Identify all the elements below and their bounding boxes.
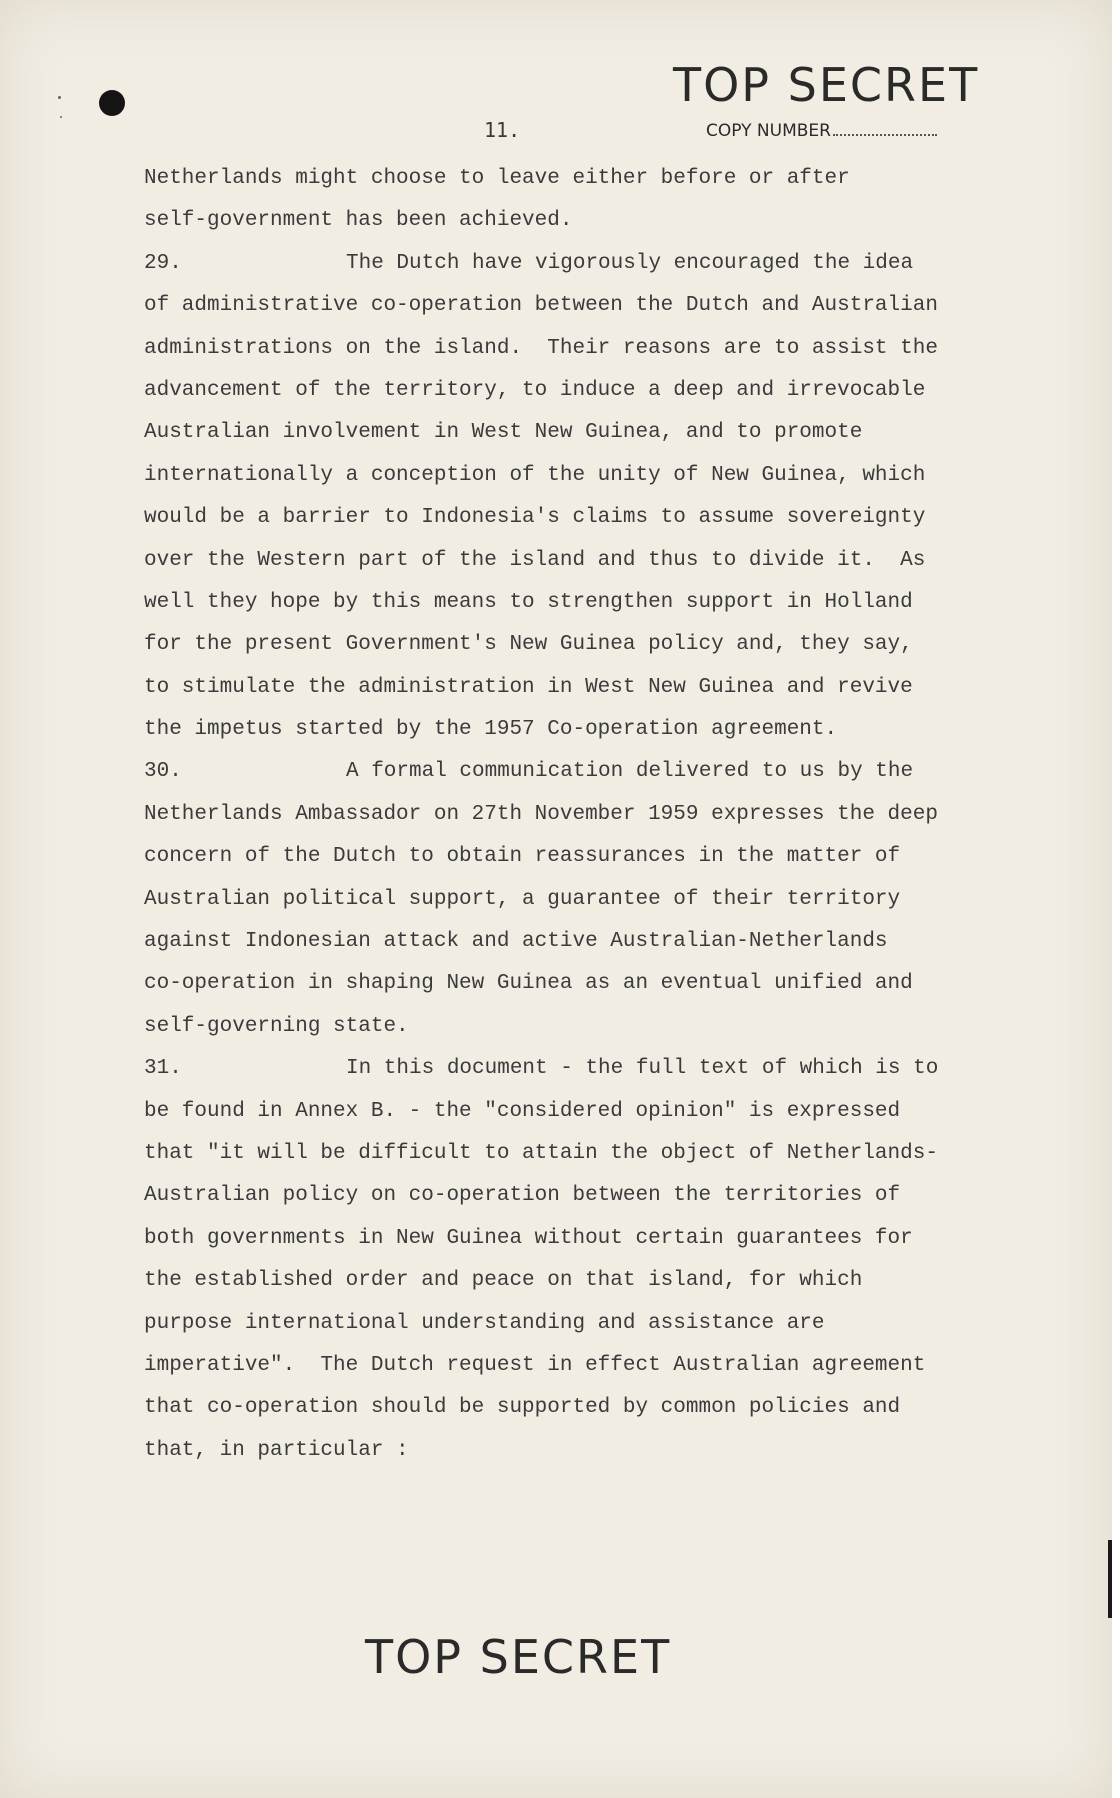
text-line: [144, 751, 1024, 793]
paragraph-number: 30.: [144, 760, 182, 784]
text-line: [144, 285, 1024, 327]
text-line: [144, 540, 1024, 582]
text-line: [144, 1387, 1024, 1429]
text-line: [144, 879, 1024, 921]
paper-speck: [58, 96, 61, 99]
line-text: The Dutch have vigorously encouraged the idea: [346, 251, 914, 275]
line-text: imperative". The Dutch request in effect Australian agreement: [144, 1353, 926, 1377]
line-text: co-operation in shaping New Guinea as an eventual unified and: [144, 972, 913, 996]
copy-number-field: [706, 121, 937, 141]
punch-hole: [99, 90, 125, 116]
text-line: [144, 1048, 1024, 1090]
text-line: [144, 328, 1024, 370]
text-line: [144, 1260, 1024, 1302]
line-text: of administrative co-operation between the Dutch and Australian: [144, 294, 938, 318]
text-line: [144, 497, 1024, 539]
line-text: well they hope by this means to strengthen support in Holland: [144, 590, 913, 614]
text-line: [144, 1303, 1024, 1345]
classification-footer: TOP SECRET: [365, 1630, 672, 1684]
line-text: concern of the Dutch to obtain reassurances in the matter of: [144, 845, 901, 869]
line-text: Australian political support, a guarantee of their territory: [144, 887, 901, 911]
text-line: [144, 709, 1024, 751]
text-line: [144, 624, 1024, 666]
line-text: Australian involvement in West New Guinea, and to promote: [144, 421, 863, 445]
line-text: to stimulate the administration in West New Guinea and revive: [144, 675, 913, 699]
text-line: [144, 370, 1024, 412]
line-text: for the present Government's New Guinea policy and, they say,: [144, 633, 913, 657]
line-text: over the Western part of the island and thus to divide it. As: [144, 548, 926, 572]
text-line: [144, 794, 1024, 836]
text-line: [144, 1091, 1024, 1133]
line-text: self-government has been achieved.: [144, 209, 573, 233]
paragraph-number: 29.: [144, 251, 182, 275]
line-text: both governments in New Guinea without certain guarantees for: [144, 1226, 913, 1250]
text-line: [144, 1133, 1024, 1175]
line-text: that, in particular :: [144, 1438, 409, 1462]
text-line: [144, 200, 1024, 242]
line-text: administrations on the island. Their reasons are to assist the: [144, 336, 938, 360]
line-text: self-governing state.: [144, 1014, 409, 1038]
text-line: [144, 412, 1024, 454]
line-text: advancement of the territory, to induce a deep and irrevocable: [144, 378, 926, 402]
line-text: A formal communication delivered to us by the: [346, 760, 914, 784]
line-text: purpose international understanding and assistance are: [144, 1311, 825, 1335]
text-line: [144, 836, 1024, 878]
text-line: [144, 1006, 1024, 1048]
text-line: [144, 582, 1024, 624]
copy-number-label: COPY NUMBER: [706, 121, 831, 141]
document-body: [144, 158, 1024, 1472]
copy-number-blank: [833, 134, 937, 136]
line-text: the impetus started by the 1957 Co-operation agreement.: [144, 718, 838, 742]
text-line: [144, 243, 1024, 285]
page-number: 11.: [484, 118, 521, 142]
text-line: [144, 1345, 1024, 1387]
line-text: Netherlands might choose to leave either before or after: [144, 167, 850, 190]
paragraph-number: 31.: [144, 1057, 182, 1081]
edge-mark: [1108, 1540, 1112, 1618]
line-text: the established order and peace on that island, for which: [144, 1269, 863, 1293]
text-line: [144, 158, 1024, 200]
text-line: [144, 1175, 1024, 1217]
line-text: internationally a conception of the unity of New Guinea, which: [144, 463, 926, 487]
line-text: Netherlands Ambassador on 27th November 1959 expresses the deep: [144, 802, 938, 826]
line-text: Australian policy on co-operation between the territories of: [144, 1184, 901, 1208]
text-line: [144, 667, 1024, 709]
line-text: In this document - the full text of which is to: [346, 1057, 939, 1081]
line-text: that co-operation should be supported by common policies and: [144, 1396, 901, 1420]
line-text: that "it will be difficult to attain the object of Netherlands-: [144, 1141, 938, 1165]
text-line: [144, 1218, 1024, 1260]
line-text: be found in Annex B. - the "considered opinion" is expressed: [144, 1099, 901, 1123]
classification-header: TOP SECRET: [673, 58, 980, 112]
text-line: [144, 1430, 1024, 1472]
text-line: [144, 455, 1024, 497]
text-line: [144, 921, 1024, 963]
text-line: [144, 963, 1024, 1005]
paper-speck: [60, 116, 62, 118]
line-text: would be a barrier to Indonesia's claims to assume sovereignty: [144, 506, 926, 530]
line-text: against Indonesian attack and active Australian-Netherlands: [144, 930, 888, 954]
